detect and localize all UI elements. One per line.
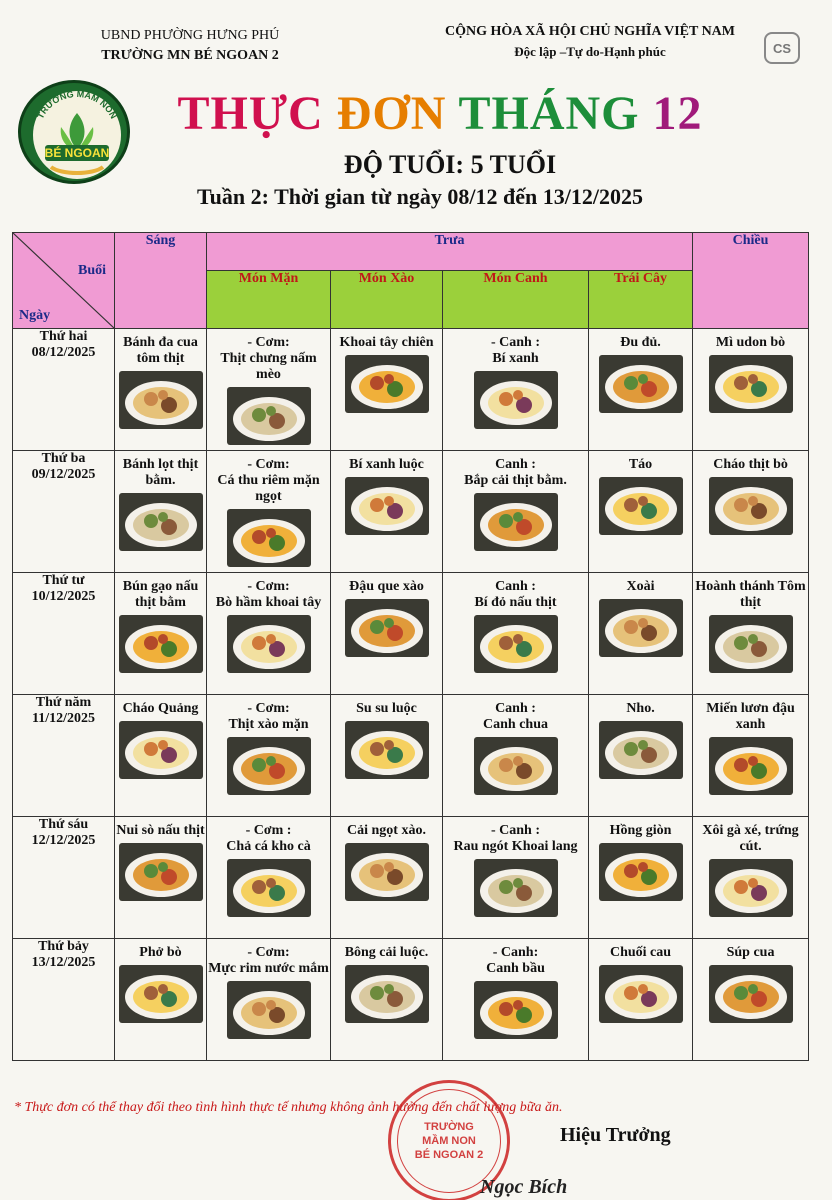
school-logo	[18, 80, 130, 184]
meal-cell-sang	[115, 939, 207, 1061]
meal-cell-xao	[331, 573, 443, 695]
dish-photo	[119, 493, 203, 551]
day-cell	[13, 573, 115, 695]
dish-name: Bánh lọt thịt bằm.	[122, 457, 199, 488]
day-cell	[13, 817, 115, 939]
menu-row	[13, 939, 809, 1061]
dish-name: - Cơm: Thịt chưng nấm mèo	[220, 335, 317, 382]
day-name: Thứ bảy	[38, 939, 89, 954]
header-mon-man: Món Mặn	[207, 271, 331, 329]
title-part-3: THÁNG	[458, 87, 653, 140]
meal-cell-xao	[331, 695, 443, 817]
motto: Độc lập –Tự do-Hạnh phúc	[514, 44, 666, 59]
meal-cell-man	[207, 817, 331, 939]
dish-name: Súp cua	[726, 945, 775, 960]
menu-row	[13, 573, 809, 695]
dish-photo	[119, 721, 203, 779]
meal-cell-canh	[443, 939, 589, 1061]
meal-cell-canh	[443, 817, 589, 939]
dish-name: - Canh : Rau ngót Khoai lang	[453, 823, 578, 854]
dish-name: Hoành thánh Tôm thịt	[695, 579, 806, 610]
dish-name: Canh : Canh chua	[483, 701, 548, 732]
dish-photo	[119, 615, 203, 673]
dish-photo	[345, 843, 429, 901]
logo-name: BÉ NGOAN	[44, 146, 110, 160]
meal-cell-xao	[331, 817, 443, 939]
dish-name: Miến lươn đậu xanh	[706, 701, 795, 732]
dish-photo	[474, 615, 558, 673]
dish-photo	[227, 387, 311, 445]
meal-cell-trai-cay	[589, 573, 693, 695]
national-motto	[380, 22, 800, 62]
dish-photo	[345, 477, 429, 535]
day-name: Thứ tư	[42, 573, 85, 588]
dish-photo	[709, 737, 793, 795]
meal-cell-trai-cay	[589, 939, 693, 1061]
dish-photo	[227, 509, 311, 567]
header-trua: Trưa	[207, 233, 693, 271]
dish-photo	[227, 981, 311, 1039]
ward-name: UBND PHƯỜNG HƯNG PHÚ	[100, 28, 280, 43]
menu-body	[13, 329, 809, 1061]
dish-name: Phở bò	[139, 945, 182, 960]
day-cell	[13, 695, 115, 817]
day-cell	[13, 451, 115, 573]
day-cell	[13, 939, 115, 1061]
title-part-4: 12	[652, 87, 703, 140]
principal-title: Hiệu Trưởng	[560, 1124, 671, 1146]
dish-photo	[474, 981, 558, 1039]
dish-photo	[345, 599, 429, 657]
meal-cell-trai-cay	[589, 695, 693, 817]
dish-photo	[599, 721, 683, 779]
dish-name: Xôi gà xé, trứng cút.	[702, 823, 799, 854]
dish-name: - Canh : Bí xanh	[490, 335, 540, 366]
dish-name: Chuối cau	[609, 945, 672, 960]
day-name: Thứ năm	[35, 695, 92, 710]
meal-cell-sang	[115, 695, 207, 817]
dish-name: Canh : Bí đỏ nấu thịt	[474, 579, 557, 610]
issuer-block	[40, 26, 340, 66]
stamp-line-3: BÉ NGOAN 2	[414, 1149, 484, 1161]
meal-cell-trai-cay	[589, 329, 693, 451]
meal-cell-man	[207, 939, 331, 1061]
scanner-badge-icon: CS	[764, 32, 800, 64]
dish-name: Bún gạo nấu thịt bằm	[122, 579, 199, 610]
day-cell	[13, 329, 115, 451]
day-name: Thứ hai	[39, 329, 88, 344]
dish-photo	[119, 965, 203, 1023]
dish-name: Khoai tây chiên	[339, 335, 434, 350]
logo-top-text: TRƯỜNG MẦM NON	[35, 88, 119, 121]
meal-cell-trai-cay	[589, 451, 693, 573]
meal-cell-sang	[115, 817, 207, 939]
meal-cell-sang	[115, 329, 207, 451]
corner-day-label: Ngày	[19, 308, 51, 323]
dish-photo	[474, 859, 558, 917]
dish-name: Xoài	[626, 579, 655, 594]
header-trai-cay: Trái Cây	[589, 271, 693, 329]
dish-photo	[227, 615, 311, 673]
dish-photo	[345, 721, 429, 779]
dish-name: Nui sò nấu thịt	[116, 823, 205, 838]
dish-name: - Cơm: Mực rim nước mắm	[208, 945, 329, 976]
menu-table	[12, 232, 809, 1061]
day-date: 10/12/2025	[31, 589, 96, 604]
meal-cell-canh	[443, 329, 589, 451]
dish-name: - Canh: Canh bầu	[486, 945, 545, 976]
meal-cell-man	[207, 695, 331, 817]
meal-cell-man	[207, 329, 331, 451]
day-date: 08/12/2025	[31, 345, 96, 360]
title-part-2: ĐƠN	[336, 87, 459, 140]
dish-photo	[599, 599, 683, 657]
dish-name: Canh : Bắp cải thịt bằm.	[464, 457, 567, 488]
meal-cell-man	[207, 451, 331, 573]
page-title	[140, 86, 740, 141]
dish-name: Bông cải luộc.	[344, 945, 429, 960]
dish-name: Đậu que xào	[349, 579, 424, 594]
dish-photo	[227, 737, 311, 795]
stamp-line-2: MẦM NON	[422, 1135, 476, 1147]
meal-cell-canh	[443, 451, 589, 573]
dish-name: Bí xanh luộc	[349, 457, 424, 472]
country-name: CỘNG HÒA XÃ HỘI CHỦ NGHĨA VIỆT NAM	[444, 24, 735, 39]
dish-photo	[345, 965, 429, 1023]
dish-photo	[474, 493, 558, 551]
week-range: Tuần 2: Thời gian từ ngày 08/12 đến 13/12/2025	[197, 184, 643, 209]
meal-cell-sang	[115, 573, 207, 695]
day-name: Thứ ba	[41, 451, 86, 466]
header-chieu: Chiều	[693, 233, 809, 329]
school-name: TRƯỜNG MN BÉ NGOAN 2	[101, 48, 279, 63]
meal-cell-chieu	[693, 939, 809, 1061]
dish-name: Nho.	[626, 701, 655, 716]
dish-photo	[474, 737, 558, 795]
dish-name: Cải ngọt xào.	[347, 823, 426, 838]
dish-name: - Cơm: Bò hầm khoai tây	[215, 579, 322, 610]
meal-cell-xao	[331, 451, 443, 573]
day-date: 13/12/2025	[31, 955, 96, 970]
meal-cell-chieu	[693, 817, 809, 939]
logo-graphic	[21, 83, 130, 184]
meal-cell-chieu	[693, 329, 809, 451]
menu-row	[13, 329, 809, 451]
dish-photo	[474, 371, 558, 429]
dish-photo	[119, 371, 203, 429]
dish-photo	[599, 477, 683, 535]
meal-cell-chieu	[693, 573, 809, 695]
dish-photo	[345, 355, 429, 413]
dish-photo	[119, 843, 203, 901]
dish-photo	[709, 859, 793, 917]
day-date: 09/12/2025	[31, 467, 96, 482]
dish-photo	[709, 477, 793, 535]
meal-cell-canh	[443, 573, 589, 695]
dish-name: - Cơm : Chả cá kho cà	[226, 823, 311, 854]
header-mon-xao: Món Xào	[331, 271, 443, 329]
dish-name: Cháo thịt bò	[713, 457, 788, 472]
day-date: 11/12/2025	[31, 711, 95, 726]
meal-cell-sang	[115, 451, 207, 573]
meal-cell-man	[207, 573, 331, 695]
header-mon-canh: Món Canh	[443, 271, 589, 329]
meal-cell-canh	[443, 695, 589, 817]
meal-cell-chieu	[693, 451, 809, 573]
dish-photo	[709, 615, 793, 673]
day-name: Thứ sáu	[38, 817, 89, 832]
meal-cell-chieu	[693, 695, 809, 817]
dish-photo	[599, 355, 683, 413]
dish-name: Táo	[628, 457, 653, 472]
dish-name: Mì udon bò	[715, 335, 786, 350]
dish-photo	[709, 965, 793, 1023]
dish-name: Hồng giòn	[609, 823, 672, 838]
title-part-1: THỰC	[177, 87, 337, 140]
footnote: * Thực đơn có thể thay đổi theo tình hình thực tế nhưng không ảnh hưởng đến chất lượng bữa ăn.	[14, 1100, 563, 1115]
dish-name: Su su luộc	[356, 701, 417, 716]
menu-row	[13, 817, 809, 939]
dish-name: Cháo Quảng	[122, 701, 199, 716]
dish-photo	[227, 859, 311, 917]
principal-signature: Ngọc Bích	[480, 1176, 568, 1198]
dish-name: Đu đủ.	[620, 335, 661, 350]
corner-header	[13, 233, 115, 329]
meal-cell-trai-cay	[589, 817, 693, 939]
meal-cell-xao	[331, 939, 443, 1061]
dish-photo	[709, 355, 793, 413]
dish-photo	[599, 843, 683, 901]
corner-session-label: Buổi	[77, 263, 106, 278]
stamp-line-1: TRƯỜNG	[424, 1121, 474, 1133]
menu-row	[13, 451, 809, 573]
menu-row	[13, 695, 809, 817]
dish-name: Bánh đa cua tôm thịt	[123, 335, 198, 366]
age-group: ĐỘ TUỔI: 5 TUỔI	[343, 150, 557, 179]
dish-photo	[599, 965, 683, 1023]
meal-cell-xao	[331, 329, 443, 451]
dish-name: - Cơm: Thịt xào mặn	[228, 701, 309, 732]
day-date: 12/12/2025	[31, 833, 96, 848]
dish-name: - Cơm: Cá thu riêm mặn ngọt	[217, 457, 320, 504]
header-sang: Sáng	[115, 233, 207, 329]
